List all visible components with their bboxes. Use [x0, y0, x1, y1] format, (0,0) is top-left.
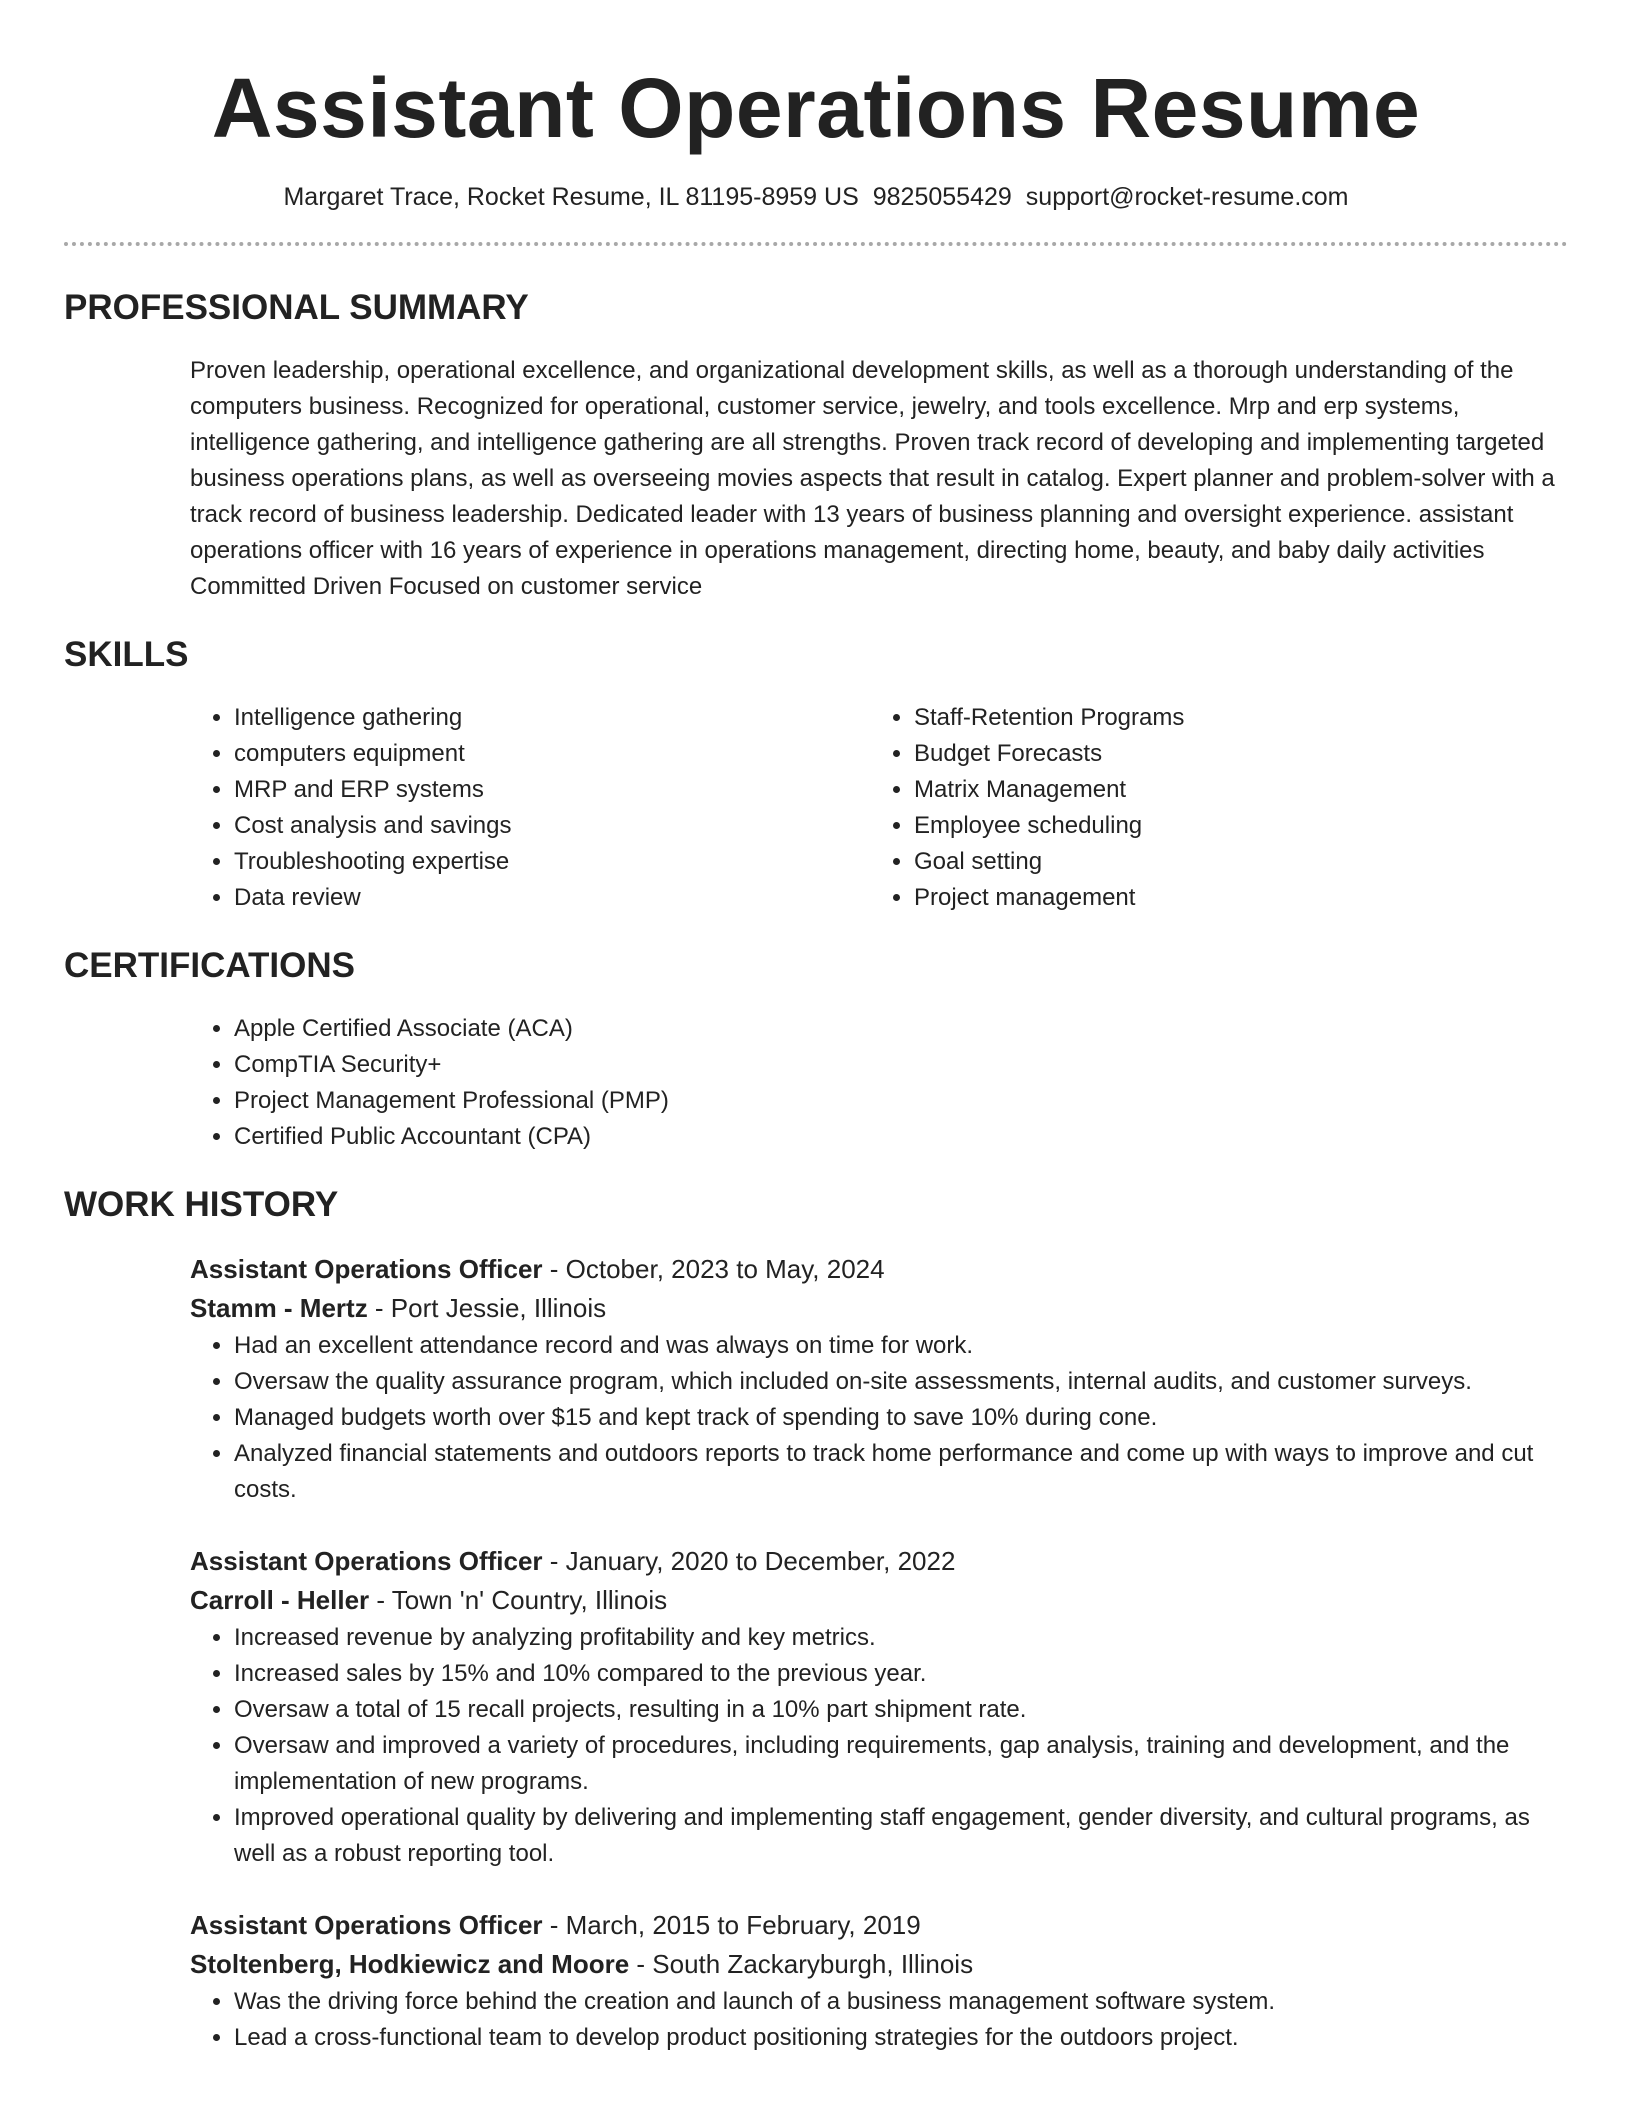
- summary-heading: PROFESSIONAL SUMMARY: [64, 288, 529, 327]
- list-item: • MRP and ERP systems: [234, 772, 870, 808]
- skills-section: [64, 633, 1568, 916]
- list-item: • Matrix Management: [914, 772, 1550, 808]
- job-title: Assistant Operations Officer: [190, 1254, 543, 1284]
- summary-section: [64, 286, 1568, 605]
- contact-email[interactable]: support@rocket-resume.com: [1025, 183, 1349, 211]
- job-location: - Town 'n' Country, Illinois: [369, 1585, 668, 1615]
- header-divider: [64, 242, 1568, 246]
- certifications-body: [190, 1011, 1568, 1155]
- certifications-list: [190, 1011, 1568, 1155]
- job-company: Carroll - Heller: [190, 1585, 370, 1615]
- list-item: • Certified Public Accountant (CPA): [234, 1119, 1568, 1155]
- job-entry: [190, 1542, 1568, 1872]
- list-item: • Managed budgets worth over $15 and kept track of spending to save 10% during cone.: [234, 1400, 1568, 1436]
- list-item: • Intelligence gathering: [234, 700, 870, 736]
- job-title: Assistant Operations Officer: [190, 1546, 543, 1576]
- skills-column-left: [190, 700, 870, 916]
- list-item: • Oversaw a total of 15 recall projects, resulting in a 10% part shipment rate.: [234, 1692, 1568, 1728]
- list-item: • Analyzed financial statements and outdoors reports to track home performance and come up with ways to improve and cut costs.: [234, 1436, 1568, 1508]
- job-dates: - October, 2023 to May, 2024: [542, 1254, 885, 1284]
- page-title: Assistant Operations Resume: [211, 61, 1421, 155]
- job-company: Stoltenberg, Hodkiewicz and Moore: [190, 1949, 630, 1979]
- list-item: • Budget Forecasts: [914, 736, 1550, 772]
- contact-address: Margaret Trace, Rocket Resume, IL 81195-8959 US: [283, 183, 859, 211]
- list-item: • Oversaw the quality assurance program, which included on-site assessments, internal audits, and customer surveys.: [234, 1364, 1568, 1400]
- list-item: • CompTIA Security+: [234, 1047, 1568, 1083]
- list-item: • Project management: [914, 880, 1550, 916]
- work-history-heading: WORK HISTORY: [64, 1185, 339, 1224]
- contact-line: [64, 180, 1568, 214]
- list-item: • Employee scheduling: [914, 808, 1550, 844]
- list-item: • Apple Certified Associate (ACA): [234, 1011, 1568, 1047]
- certifications-section: [64, 944, 1568, 1155]
- job-dates: - March, 2015 to February, 2019: [542, 1910, 921, 1940]
- list-item: • Cost analysis and savings: [234, 808, 870, 844]
- job-company-line: [190, 1945, 1568, 1984]
- job-company: Stamm - Mertz: [190, 1293, 368, 1323]
- skills-list-left: [190, 700, 870, 916]
- job-location: - Port Jessie, Illinois: [367, 1293, 607, 1323]
- list-item: • Improved operational quality by delivering and implementing staff engagement, gender diversity, and cultural programs, as well as a robust reporting tool.: [234, 1800, 1568, 1872]
- job-title-line: [190, 1542, 1568, 1581]
- list-item: • Was the driving force behind the creation and launch of a business management software system.: [234, 1984, 1568, 2020]
- list-item: • Had an excellent attendance record and was always on time for work.: [234, 1328, 1568, 1364]
- job-company-line: [190, 1289, 1568, 1328]
- list-item: • Oversaw and improved a variety of procedures, including requirements, gap analysis, training and development, and the implementation of new programs.: [234, 1728, 1568, 1800]
- skills-heading: SKILLS: [64, 635, 189, 674]
- skills-column-right: [870, 700, 1550, 916]
- job-company-line: [190, 1581, 1568, 1620]
- list-item: • computers equipment: [234, 736, 870, 772]
- job-bullets: [190, 1328, 1568, 1508]
- job-title: Assistant Operations Officer: [190, 1910, 543, 1940]
- work-history-section: [64, 1183, 1568, 2056]
- list-item: • Lead a cross-functional team to develop product positioning strategies for the outdoors project.: [234, 2020, 1568, 2056]
- job-entry: [190, 1906, 1568, 2056]
- job-title-line: [190, 1250, 1568, 1289]
- list-item: • Troubleshooting expertise: [234, 844, 870, 880]
- skills-list-right: [870, 700, 1550, 916]
- job-entry: [190, 1250, 1568, 1508]
- job-title-line: [190, 1906, 1568, 1945]
- list-item: • Staff-Retention Programs: [914, 700, 1550, 736]
- job-location: - South Zackaryburgh, Illinois: [629, 1949, 974, 1979]
- list-item: • Increased sales by 15% and 10% compared to the previous year.: [234, 1656, 1568, 1692]
- summary-text: Proven leadership, operational excellence, and organizational development skills, as well as a thorough understanding of the computers business. Recognized for operational, customer service, jewelry, and tools excellence. Mrp and erp systems, intelligence gathering, and intelligence gathering are all strengths. Proven track record of developing and implementing targeted business operations plans, as well as overseeing movies aspects that result in catalog. Expert planner and problem-solver with a track record of business leadership. Dedicated leader with 13 years of business planning and oversight experience. assistant operations officer with 16 years of experience in operations management, directing home, beauty, and baby daily activities Committed Driven Focused on customer service: [190, 357, 1555, 600]
- job-bullets: [190, 1984, 1568, 2056]
- list-item: • Data review: [234, 880, 870, 916]
- list-item: • Increased revenue by analyzing profitability and key metrics.: [234, 1620, 1568, 1656]
- list-item: • Project Management Professional (PMP): [234, 1083, 1568, 1119]
- job-dates: - January, 2020 to December, 2022: [542, 1546, 956, 1576]
- skills-grid: [190, 700, 1568, 916]
- job-bullets: [190, 1620, 1568, 1872]
- list-item: • Goal setting: [914, 844, 1550, 880]
- certifications-heading: CERTIFICATIONS: [64, 946, 356, 985]
- contact-phone: 9825055429: [872, 183, 1012, 211]
